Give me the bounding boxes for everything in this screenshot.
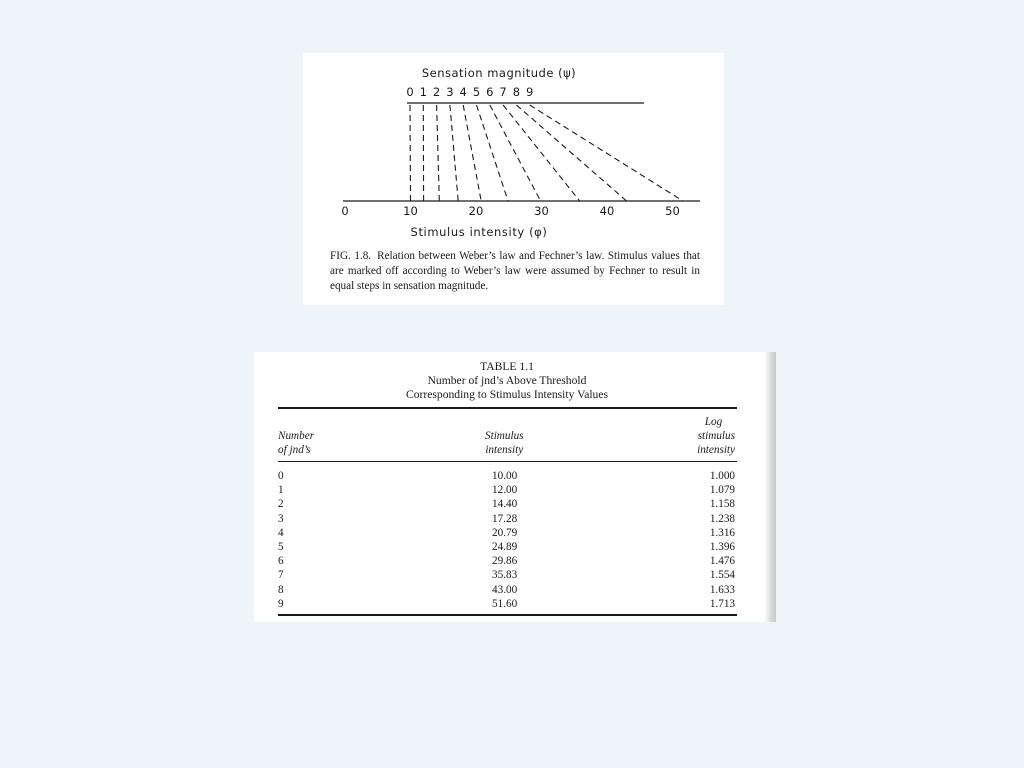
stimulus-intensity-cell: 43.00	[492, 583, 518, 596]
figure-caption-text: Relation between Weber’s law and Fechner’s law. Stimulus values that are marked off according to Weber’s law were assumed by Fechner to result in equal steps in sensation magnitude.	[330, 250, 700, 292]
log-intensity-cell: 1.713	[709, 597, 735, 610]
figure-card	[303, 53, 724, 305]
table-row	[278, 469, 737, 483]
log-intensity-cell: 1.316	[709, 526, 735, 539]
psi-tick-0: 0	[406, 85, 414, 99]
stimulus-intensity-cell: 35.83	[492, 569, 518, 582]
psi-tick-8: 8	[512, 85, 521, 99]
log-intensity-cell: 1.633	[709, 583, 735, 596]
jnd-count-cell: 6	[278, 555, 284, 568]
mapping-lines	[410, 105, 683, 201]
phi-tick-50: 50	[665, 204, 680, 218]
stimulus-intensity-cell: 29.86	[492, 555, 518, 568]
psi-tick-5: 5	[472, 85, 481, 99]
psi-tick-2: 2	[432, 85, 441, 99]
psi-tick-7: 7	[499, 85, 507, 99]
table-row	[278, 568, 737, 582]
table-card	[254, 352, 776, 622]
phi-tick-20: 20	[468, 204, 484, 218]
col-header-stimulus: Stimulus intensity	[485, 430, 524, 456]
table-subtitle-line1: Number of jnd’s Above Threshold	[427, 374, 587, 387]
log-intensity-cell: 1.476	[709, 555, 735, 568]
figure-caption-label: FIG. 1.8.	[330, 250, 372, 262]
page-edge-shadow	[764, 352, 776, 622]
table-row	[278, 583, 737, 597]
jnd-count-cell: 4	[278, 526, 284, 539]
mapping-line-2	[437, 105, 440, 201]
phi-tick-labels	[341, 204, 679, 218]
log-intensity-cell: 1.554	[709, 569, 735, 582]
stimulus-intensity-cell: 51.60	[492, 597, 518, 610]
col-header-number: Number of jnd’s	[278, 430, 315, 456]
jnd-count-cell: 7	[278, 569, 284, 582]
stimulus-intensity-cell: 20.79	[492, 526, 518, 539]
jnd-count-cell: 1	[278, 484, 284, 497]
table-title: TABLE 1.1	[480, 360, 534, 373]
jnd-count-cell: 0	[278, 470, 284, 482]
phi-tick-40: 40	[599, 204, 615, 218]
log-intensity-cell: 1.079	[709, 484, 735, 497]
psi-tick-labels	[406, 85, 533, 99]
log-intensity-cell: 1.158	[709, 498, 735, 511]
table-row	[278, 597, 737, 611]
figure-caption	[330, 249, 700, 294]
jnd-count-cell: 5	[278, 540, 284, 553]
table-subtitle-line2: Corresponding to Stimulus Intensity Values	[405, 388, 609, 401]
table-body	[278, 469, 737, 611]
table-row	[278, 512, 737, 526]
table-row	[278, 497, 737, 511]
log-intensity-cell: 1.238	[709, 512, 735, 525]
psi-tick-9: 9	[526, 85, 534, 99]
stimulus-intensity-cell: 10.00	[492, 470, 518, 482]
psi-tick-4: 4	[459, 85, 467, 99]
stimulus-intensity-cell: 12.00	[492, 484, 518, 497]
psi-tick-6: 6	[486, 85, 494, 99]
phi-tick-0: 0	[341, 204, 349, 218]
table-row	[278, 483, 737, 497]
col-header-log-stimulus: Log stimulus intensity	[697, 416, 735, 456]
mapping-line-3	[450, 105, 458, 201]
psi-tick-1: 1	[419, 85, 427, 99]
jnd-count-cell: 8	[278, 583, 284, 596]
sensation-magnitude-label: Sensation magnitude (ψ)	[421, 66, 577, 80]
table-top-rule	[278, 407, 737, 409]
figure-diagram	[303, 53, 724, 243]
table-bottom-rule	[278, 614, 737, 616]
stimulus-intensity-cell: 17.28	[492, 512, 518, 525]
mapping-line-4	[463, 105, 481, 201]
jnd-count-cell: 2	[278, 498, 284, 511]
jnd-count-cell: 3	[278, 512, 284, 525]
psi-tick-3: 3	[446, 85, 454, 99]
stimulus-intensity-cell: 14.40	[492, 498, 518, 511]
log-intensity-cell: 1.000	[709, 470, 735, 482]
stimulus-intensity-label: Stimulus intensity (φ)	[410, 225, 548, 239]
table-row	[278, 540, 737, 554]
mapping-line-9	[530, 105, 683, 201]
stimulus-intensity-cell: 24.89	[492, 540, 518, 553]
table-row	[278, 554, 737, 568]
phi-tick-10: 10	[403, 204, 418, 218]
mapping-line-0	[410, 105, 411, 201]
jnd-count-cell: 9	[278, 597, 284, 610]
phi-tick-30: 30	[534, 204, 549, 218]
table-header-rule	[278, 461, 737, 462]
table-row	[278, 526, 737, 540]
mapping-line-5	[477, 105, 509, 201]
log-intensity-cell: 1.396	[709, 540, 735, 553]
